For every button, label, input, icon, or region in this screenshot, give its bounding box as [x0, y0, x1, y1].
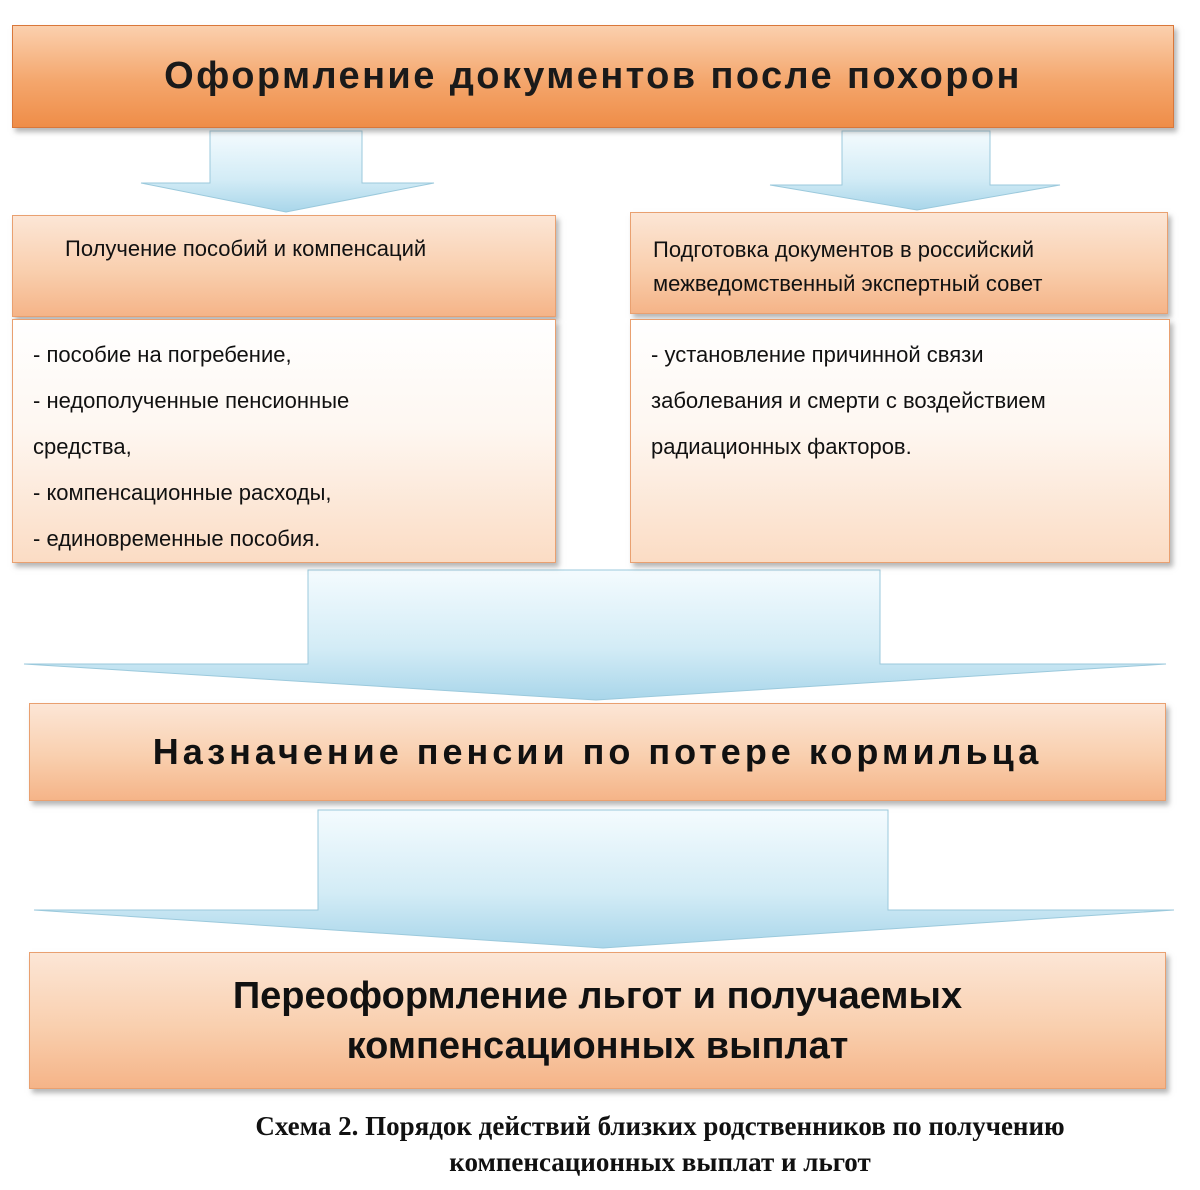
list-item: - компенсационные расходы, — [33, 480, 332, 505]
left-branch-list — [33, 332, 349, 562]
right-branch-list-box — [630, 319, 1170, 563]
arrow-down-center-2 — [34, 810, 1174, 948]
list-item: заболевания и смерти с воздействием — [651, 388, 1046, 413]
list-item: радиационных факторов. — [651, 434, 912, 459]
reissue-step-line: компенсационных выплат — [346, 1024, 849, 1067]
right-header-line: Подготовка документов в российский — [653, 237, 1035, 262]
caption-line: компенсационных выплат и льгот — [449, 1147, 871, 1177]
right-header-line: межведомственный экспертный совет — [653, 271, 1043, 296]
pension-step-label: Назначение пенсии по потере кормильца — [152, 731, 1043, 772]
right-branch-header-box — [630, 212, 1168, 314]
list-item: - единовременные пособия. — [33, 526, 321, 551]
list-item: - пособие на погребение, — [33, 342, 292, 367]
left-branch-header-box — [12, 215, 556, 317]
left-branch-list-box — [12, 319, 556, 563]
list-item: - недополученные пенсионные — [33, 388, 350, 413]
reissue-step-line: Переоформление льгот и получаемых — [232, 974, 963, 1017]
main-title: Оформление документов после похорон — [164, 55, 1022, 97]
arrow-down-center-1 — [24, 570, 1166, 700]
left-branch-header: Получение пособий и компенсаций — [65, 236, 427, 261]
right-branch-list — [651, 332, 1046, 470]
list-item: средства, — [33, 434, 132, 459]
arrow-down-left — [141, 131, 434, 212]
main-title-box — [12, 25, 1174, 128]
caption-line: Схема 2. Порядок действий близких родственников по получению — [255, 1111, 1065, 1141]
arrow-down-right — [770, 131, 1060, 210]
figure-caption — [140, 1108, 1180, 1180]
list-item: - установление причинной связи — [651, 342, 984, 367]
right-branch-header — [653, 233, 1042, 301]
pension-step-box — [29, 703, 1166, 801]
reissue-step-box — [29, 952, 1166, 1089]
